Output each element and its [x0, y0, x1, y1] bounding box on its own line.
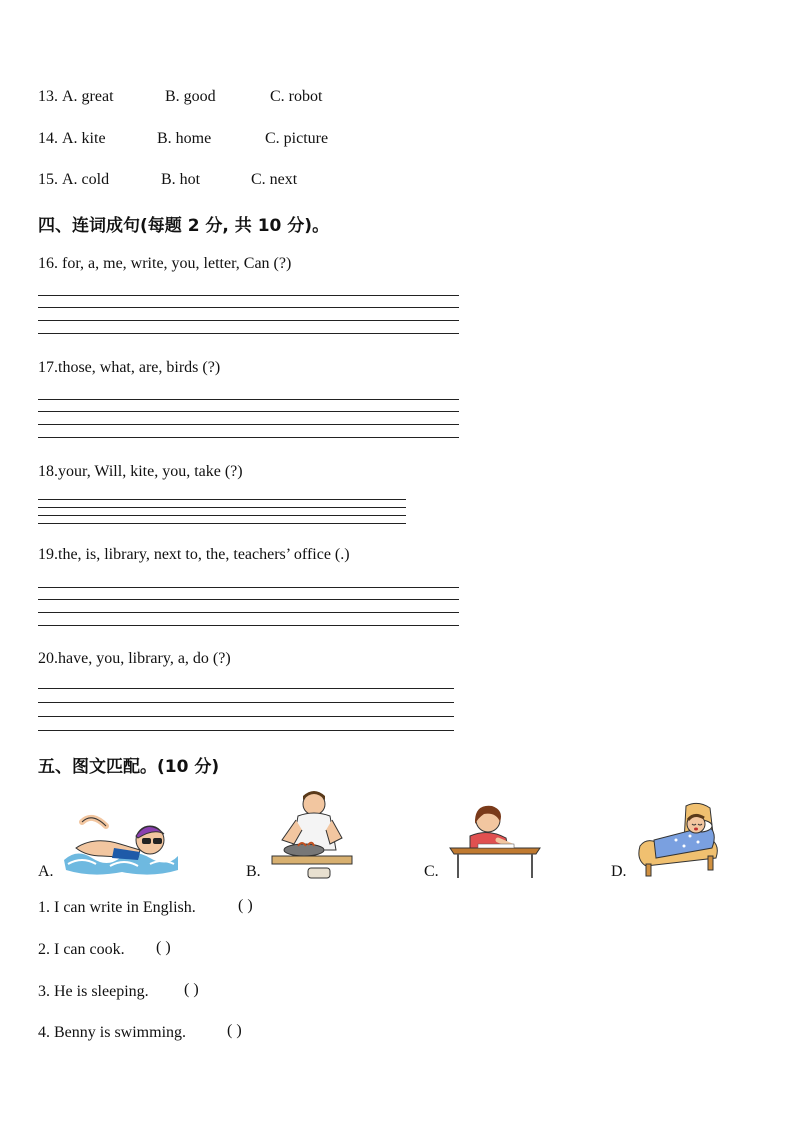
picture-letter-a: A. — [38, 863, 54, 880]
sentence-text: 4. Benny is swimming. — [38, 1024, 187, 1041]
sentence-text: 2. I can cook. — [38, 941, 125, 958]
answer-line[interactable] — [38, 702, 454, 703]
question-text: 18.your, Will, kite, you, take (?) — [38, 463, 243, 480]
cooking-person-icon — [268, 790, 356, 882]
answer-line[interactable] — [38, 424, 459, 425]
section-5-heading: 五、图文匹配。(10 分) — [38, 757, 220, 777]
option-c: C. robot — [270, 88, 323, 105]
answer-blank[interactable]: ( ) — [238, 897, 253, 914]
answer-line[interactable] — [38, 730, 454, 731]
question-text: 17.those, what, are, birds (?) — [38, 359, 221, 376]
picture-letter-b: B. — [246, 863, 261, 880]
option-c: C. next — [251, 171, 298, 188]
answer-blank[interactable]: ( ) — [156, 939, 171, 956]
option-a: A. kite — [62, 130, 106, 147]
question-number: 15. — [38, 171, 58, 188]
section-4-heading: 四、连词成句(每题 2 分, 共 10 分)。 — [38, 216, 330, 236]
option-c: C. picture — [265, 130, 329, 147]
answer-line[interactable] — [38, 437, 459, 438]
answer-line[interactable] — [38, 307, 459, 308]
answer-line[interactable] — [38, 333, 459, 334]
answer-line[interactable] — [38, 625, 459, 626]
answer-line[interactable] — [38, 411, 459, 412]
answer-line[interactable] — [38, 320, 459, 321]
sentence-text: 3. He is sleeping. — [38, 983, 149, 1000]
option-b: B. hot — [161, 171, 201, 188]
answer-line[interactable] — [38, 499, 406, 500]
answer-line[interactable] — [38, 515, 406, 516]
picture-letter-c: C. — [424, 863, 439, 880]
sentence-text: 1. I can write in English. — [38, 899, 196, 916]
answer-line[interactable] — [38, 688, 454, 689]
writing-girl-icon — [448, 800, 544, 880]
question-text: 20.have, you, library, a, do (?) — [38, 650, 231, 667]
answer-line[interactable] — [38, 612, 459, 613]
answer-blank[interactable]: ( ) — [184, 981, 199, 998]
answer-line[interactable] — [38, 507, 406, 508]
option-b: B. good — [165, 88, 216, 105]
answer-line[interactable] — [38, 295, 459, 296]
answer-line[interactable] — [38, 587, 459, 588]
answer-line[interactable] — [38, 716, 454, 717]
option-a: A. great — [62, 88, 114, 105]
sleeping-child-icon — [636, 802, 722, 878]
option-b: B. home — [157, 130, 212, 147]
answer-line[interactable] — [38, 399, 459, 400]
question-number: 13. — [38, 88, 58, 105]
question-text: 19.the, is, library, next to, the, teachers’ office (.) — [38, 546, 350, 563]
answer-line[interactable] — [38, 599, 459, 600]
answer-blank[interactable]: ( ) — [227, 1022, 242, 1039]
answer-line[interactable] — [38, 523, 406, 524]
picture-letter-d: D. — [611, 863, 627, 880]
question-number: 14. — [38, 130, 58, 147]
option-a: A. cold — [62, 171, 110, 188]
question-text: 16. for, a, me, write, you, letter, Can (?) — [38, 255, 292, 272]
swimming-boy-icon — [62, 808, 180, 878]
